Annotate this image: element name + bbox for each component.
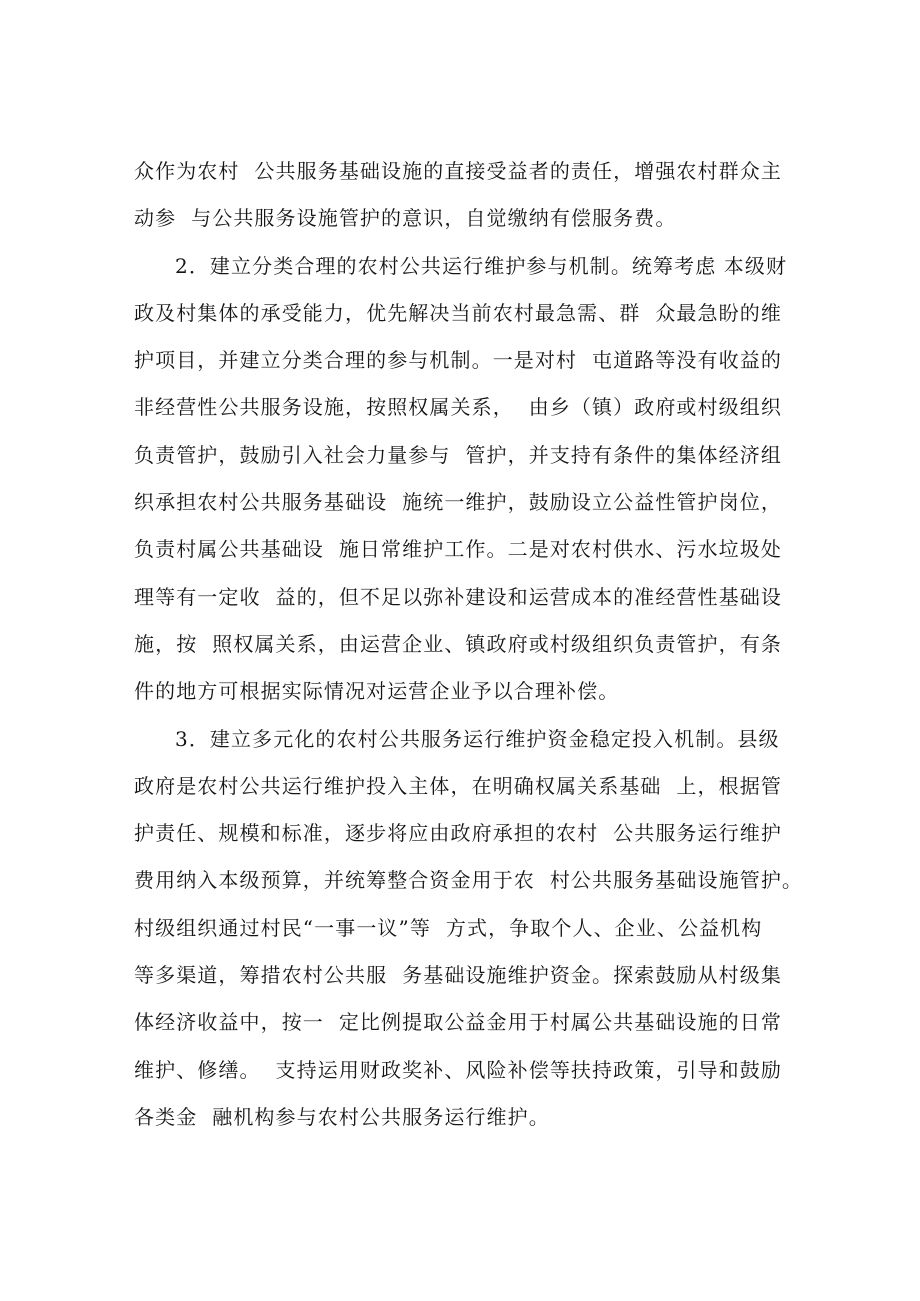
text-line: 负责村属公共基础设 施日常维护工作。二是对农村供水、污水垃圾处 — [134, 537, 782, 562]
text-line: 3．建立多元化的农村公共服务运行维护资金稳定投入机制。县级 — [175, 726, 780, 751]
text-line: 施，按 照权属关系，由运营企业、镇政府或村级组织负责管护，有条 — [134, 631, 782, 656]
paragraph-3 — [134, 716, 804, 1142]
text-line: 体经济收益中，按一 定比例提取公益金用于村属公共基础设施的日常 — [134, 1010, 782, 1035]
text-line: 负责管护，鼓励引入社会力量参与 管护，并支持有条件的集体经济组 — [134, 442, 782, 467]
paragraph-2 — [134, 243, 796, 716]
text-line: 理等有一定收 益的，但不足以弥补建设和运营成本的准经营性基础设 — [134, 584, 782, 609]
paragraph-1-continuation — [134, 148, 796, 243]
text-line: 件的地方可根据实际情况对运营企业予以合理补偿。 — [134, 679, 620, 704]
text-line: 2．建立分类合理的农村公共运行维护参与机制。统筹考虑 本级财 — [175, 253, 788, 278]
text-line: 维护、修缮。 支持运用财政奖补、风险补偿等扶持政策，引导和鼓励 — [134, 1057, 782, 1082]
text-line: 村级组织通过村民“一事一议”等 方式，争取个人、企业、公益机构 — [134, 915, 763, 940]
document-body — [134, 148, 804, 1141]
text-line: 织承担农村公共服务基础设 施统一维护，鼓励设立公益性管护岗位， — [134, 490, 782, 515]
text-line: 众作为农村 公共服务基础设施的直接受益者的责任，增强农村群众主 — [134, 159, 782, 183]
text-line: 动参 与公共服务设施管护的意识，自觉缴纳有偿服务费。 — [134, 206, 677, 231]
text-line: 护责任、规模和标准，逐步将应由政府承担的农村 公共服务运行维护 — [134, 821, 782, 846]
text-line: 各类金 融机构参与农村公共服务运行维护。 — [134, 1104, 550, 1129]
text-line: 非经营性公共服务设施，按照权属关系， 由乡（镇）政府或村级组织 — [134, 395, 782, 420]
text-line: 政及村集体的承受能力，优先解决当前农村最急需、群 众最急盼的维 — [134, 300, 782, 325]
text-line: 费用纳入本级预算，并统筹整合资金用于农 村公共服务基础设施管护。 — [134, 868, 804, 893]
text-line: 政府是农村公共运行维护投入主体，在明确权属关系基础 上，根据管 — [134, 773, 782, 798]
text-line: 护项目，并建立分类合理的参与机制。一是对村 屯道路等没有收益的 — [134, 348, 782, 373]
text-line: 等多渠道，筹措农村公共服 务基础设施维护资金。探索鼓励从村级集 — [134, 963, 782, 988]
